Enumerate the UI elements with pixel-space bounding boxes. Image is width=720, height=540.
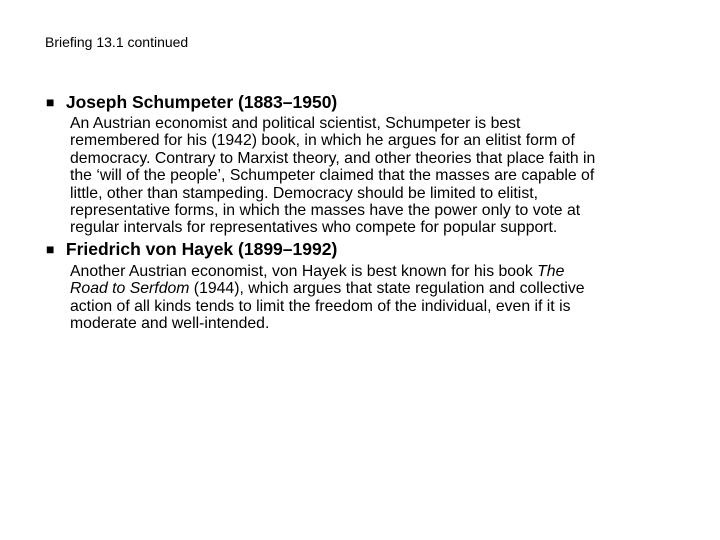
body-text: Another Austrian economist, von Hayek is best known for his book xyxy=(70,263,538,280)
square-bullet-icon: ■ xyxy=(46,241,55,257)
body-text: (1944), which argues that state regulation and collective xyxy=(189,280,585,298)
body-line: the ‘will of the people’, Schumpeter claimed that the masses are capable of xyxy=(70,167,595,185)
body-line: remembered for his (1942) book, in which he argues for an elitist form of xyxy=(70,132,575,150)
book-title-fragment: The xyxy=(537,263,565,280)
body-line: action of all kinds tends to limit the freedom of the individual, even if it is xyxy=(70,297,571,315)
body-line: democracy. Contrary to Marxist theory, and other theories that place faith in xyxy=(70,149,596,167)
body-line xyxy=(70,280,690,297)
entry-heading-hayek xyxy=(46,238,337,260)
body-line: An Austrian economist and political scientist, Schumpeter is best xyxy=(70,115,521,132)
body-line xyxy=(70,263,690,280)
body-line: moderate and well-intended. xyxy=(70,315,270,333)
body-line: regular intervals for representatives who compete for popular support. xyxy=(70,219,558,237)
briefing-header: Briefing 13.1 continued xyxy=(45,34,189,50)
entry-heading-schumpeter xyxy=(46,91,337,113)
book-title-fragment: Road to Serfdom xyxy=(70,280,190,298)
entry-heading-text: Joseph Schumpeter (1883–1950) xyxy=(65,92,338,112)
body-line: representative forms, in which the masses have the power only to vote at xyxy=(70,202,581,220)
entry-heading-text: Friedrich von Hayek (1899–1992) xyxy=(65,239,338,259)
entry-body-schumpeter xyxy=(70,115,690,237)
entry-body-hayek xyxy=(70,263,690,333)
square-bullet-icon: ■ xyxy=(46,94,55,110)
body-line: little, other than stampeding. Democracy should be limited to elitist, xyxy=(70,184,538,202)
